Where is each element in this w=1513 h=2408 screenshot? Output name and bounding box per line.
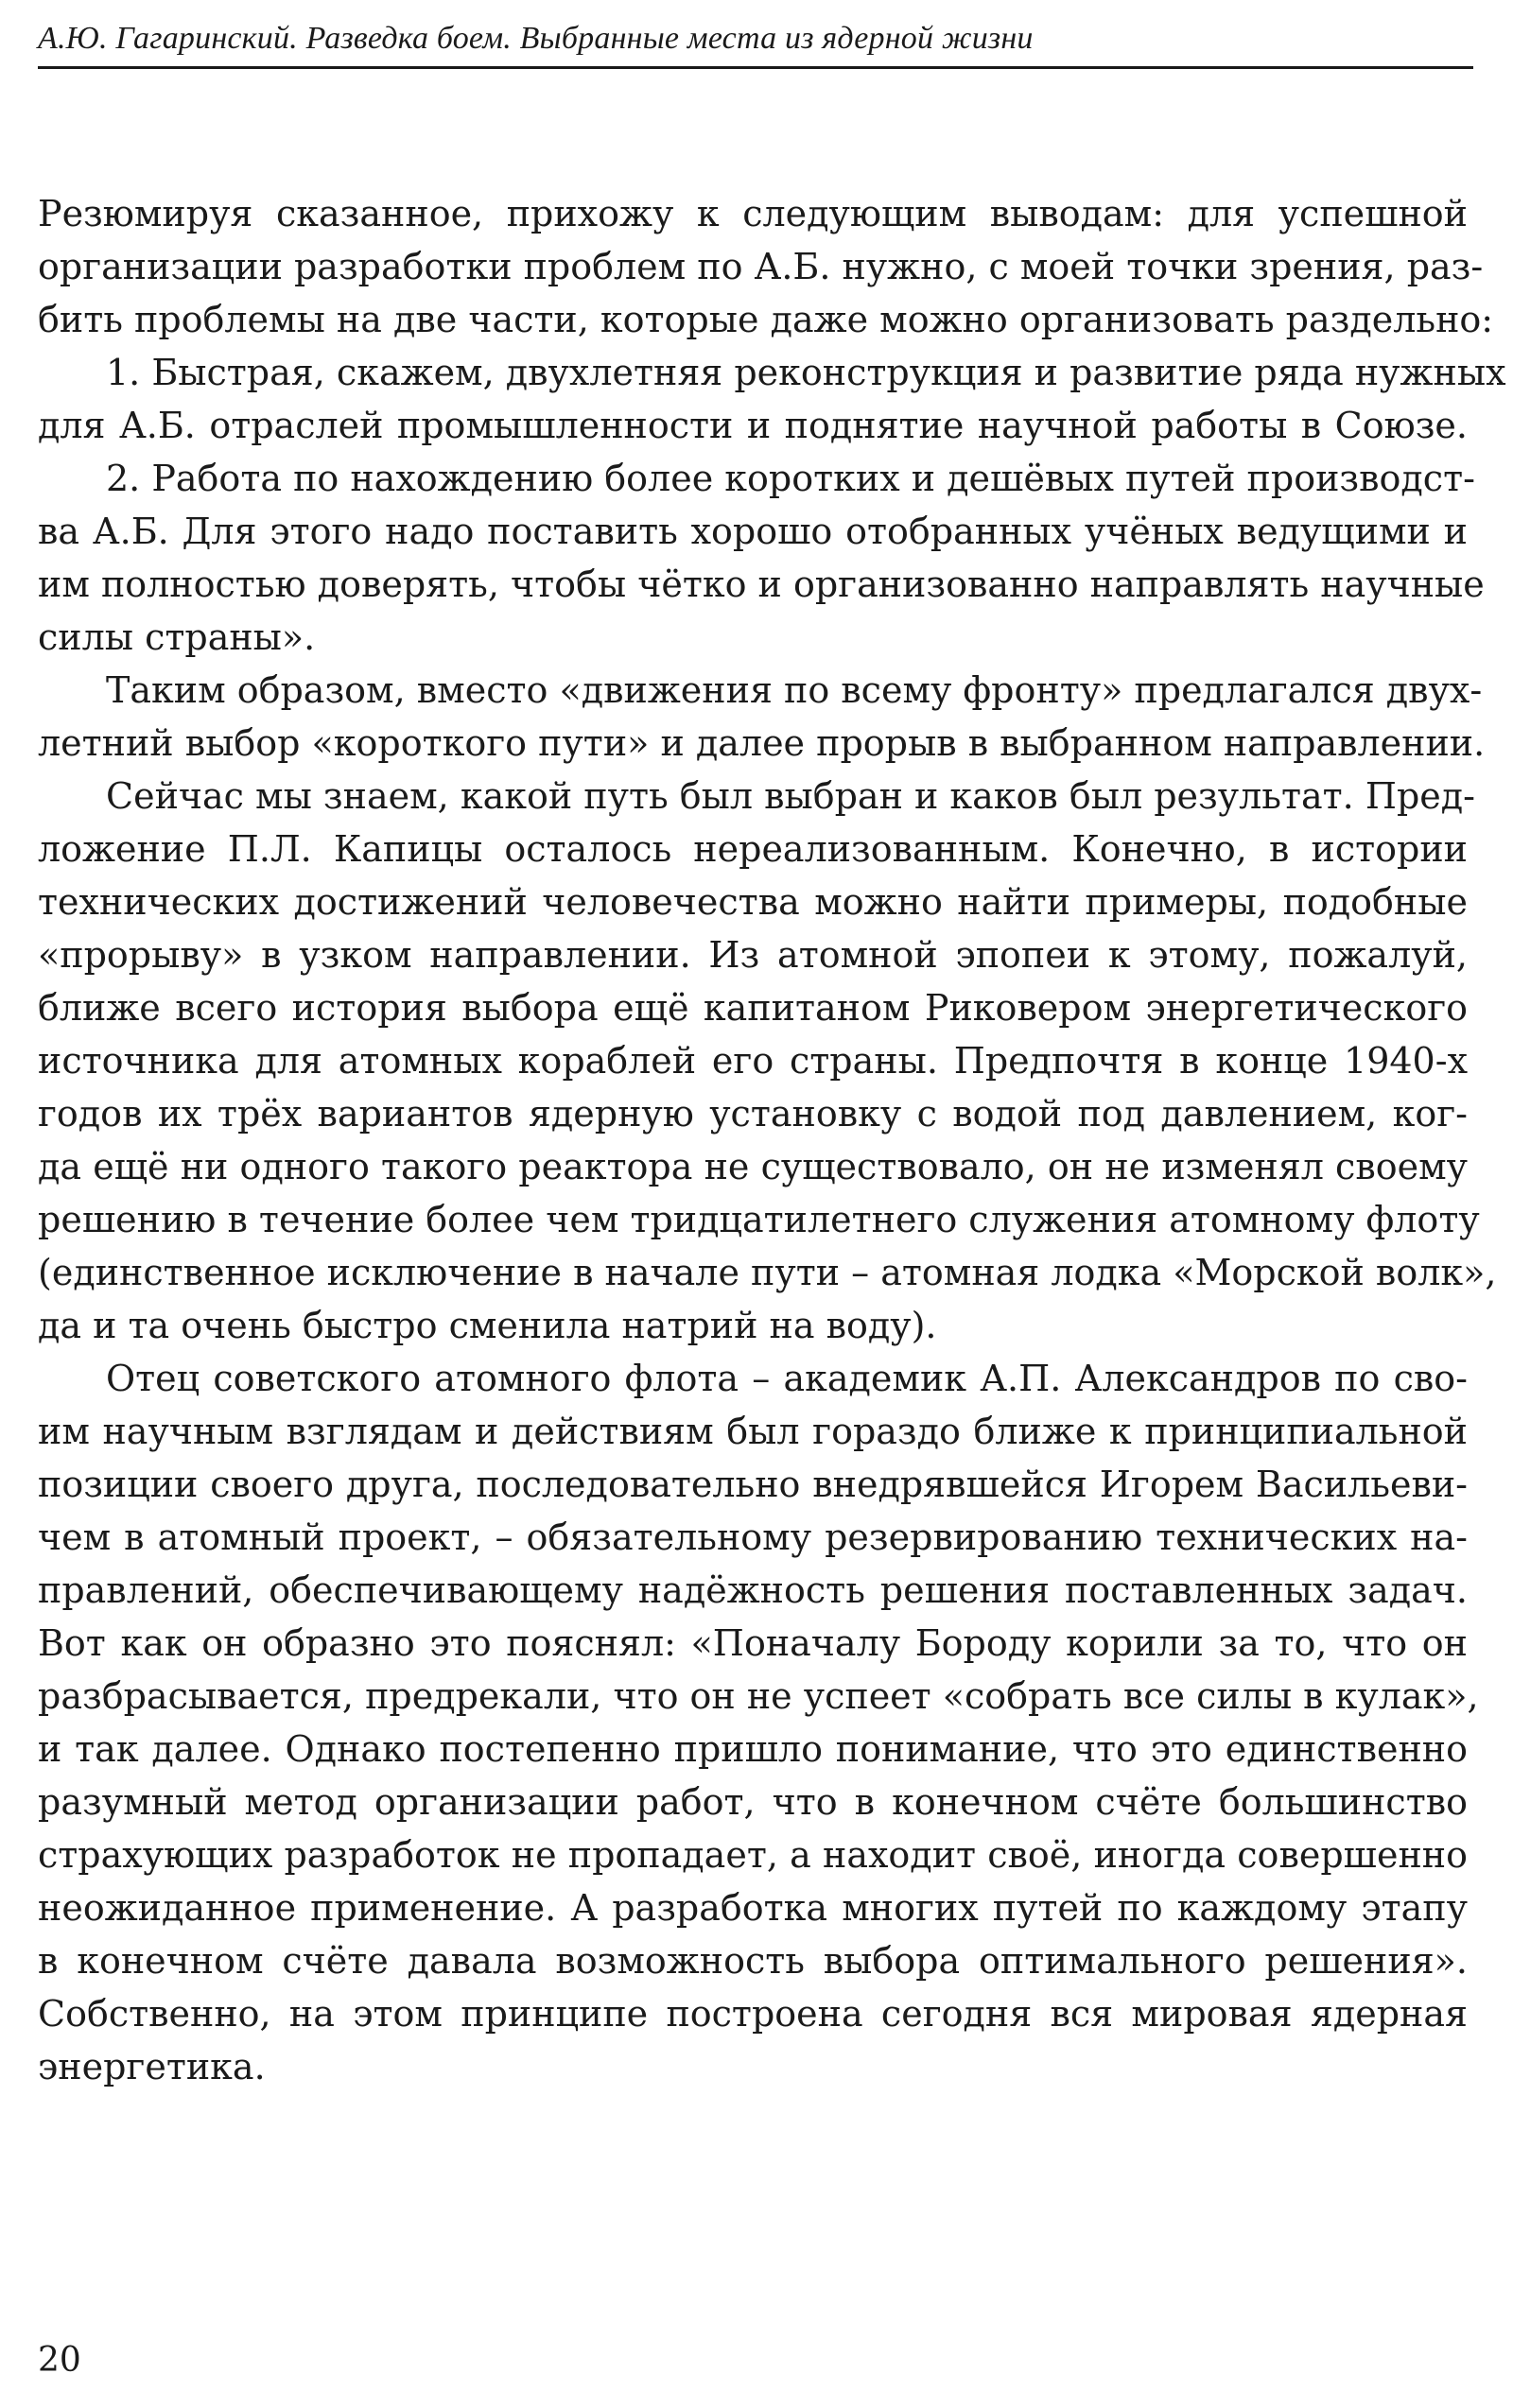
text-line: Сейчас мы знаем, какой путь был выбран и каков был результат. Пред-: [106, 775, 1476, 817]
text-line: да и та очень быстро сменила натрий на воду).: [38, 1305, 937, 1346]
text-line: технических достижений человечества можно найти примеры, подобные: [38, 881, 1468, 923]
text-line: бить проблемы на две части, которые даже можно организовать раздельно:: [38, 299, 1494, 340]
text-line: ближе всего история выбора ещё капитаном Риковером энергетического: [38, 987, 1468, 1029]
page-number: 20: [38, 2341, 81, 2380]
text-line: (единственное исключение в начале пути – атомная лодка «Морской волк»,: [38, 1252, 1497, 1293]
text-line: 2. Работа по нахождению более коротких и дешёвых путей производст-: [106, 458, 1475, 499]
text-line: им научным взглядам и действиям был гораздо ближе к принципиальной: [38, 1411, 1468, 1452]
text-line: Собственно, на этом принципе построена сегодня вся мировая ядерная: [38, 1993, 1468, 2035]
text-line: правлений, обеспечивающему надёжность решения поставленных задач.: [38, 1569, 1468, 1611]
text-line: страхующих разработок не пропадает, а находит своё, иногда совершенно: [38, 1834, 1468, 1876]
text-line: Резюмируя сказанное, прихожу к следующим выводам: для успешной: [38, 193, 1468, 234]
text-line: разумный метод организации работ, что в конечном счёте большинство: [38, 1781, 1468, 1823]
text-line: да ещё ни одного такого реактора не существовало, он не изменял своему: [38, 1146, 1468, 1187]
text-line: летний выбор «короткого пути» и далее прорыв в выбранном направлении.: [38, 722, 1486, 764]
text-line: им полностью доверять, чтобы чётко и организованно направлять научные: [38, 563, 1485, 605]
text-line: организации разработки проблем по А.Б. нужно, с моей точки зрения, раз-: [38, 246, 1484, 287]
text-line: разбрасывается, предрекали, что он не успеет «собрать все силы в кулак»,: [38, 1675, 1479, 1717]
running-header: А.Ю. Гагаринский. Разведка боем. Выбранные места из ядерной жизни: [38, 15, 1473, 69]
text-line: энергетика.: [38, 2046, 266, 2088]
text-line: силы страны».: [38, 616, 316, 658]
text-line: чем в атомный проект, – обязательному резервированию технических на-: [38, 1516, 1468, 1558]
text-line: в конечном счёте давала возможность выбора оптимального решения».: [38, 1940, 1468, 1982]
text-line: и так далее. Однако постепенно пришло понимание, что это единственно: [38, 1728, 1468, 1770]
text-line: Отец советского атомного флота – академик А.П. Александров по сво-: [106, 1358, 1468, 1399]
text-line: решению в течение более чем тридцатилетнего служения атомному флоту: [38, 1199, 1480, 1240]
text-line: 1. Быстрая, скажем, двухлетняя реконструкция и развитие ряда нужных: [106, 352, 1506, 393]
text-line: для А.Б. отраслей промышленности и поднятие научной работы в Союзе.: [38, 405, 1468, 446]
text-line: ложение П.Л. Капицы осталось нереализованным. Конечно, в истории: [38, 828, 1468, 870]
text-line: источника для атомных кораблей его страны. Предпочтя в конце 1940-х: [38, 1040, 1468, 1082]
text-line: позиции своего друга, последовательно внедрявшейся Игорем Васильеви-: [38, 1464, 1468, 1505]
body-text: [38, 187, 1506, 2093]
text-line: «прорыву» в узком направлении. Из атомной эпопеи к этому, пожалуй,: [38, 934, 1468, 976]
text-line: неожиданное применение. А разработка многих путей по каждому этапу: [38, 1887, 1468, 1929]
text-line: годов их трёх вариантов ядерную установку с водой под давлением, ког-: [38, 1093, 1468, 1135]
text-line: Вот как он образно это пояснял: «Поначалу Бороду корили за то, что он: [38, 1622, 1468, 1664]
text-line: Таким образом, вместо «движения по всему фронту» предлагался двух-: [106, 669, 1483, 711]
text-line: ва А.Б. Для этого надо поставить хорошо отобранных учёных ведущими и: [38, 511, 1468, 552]
